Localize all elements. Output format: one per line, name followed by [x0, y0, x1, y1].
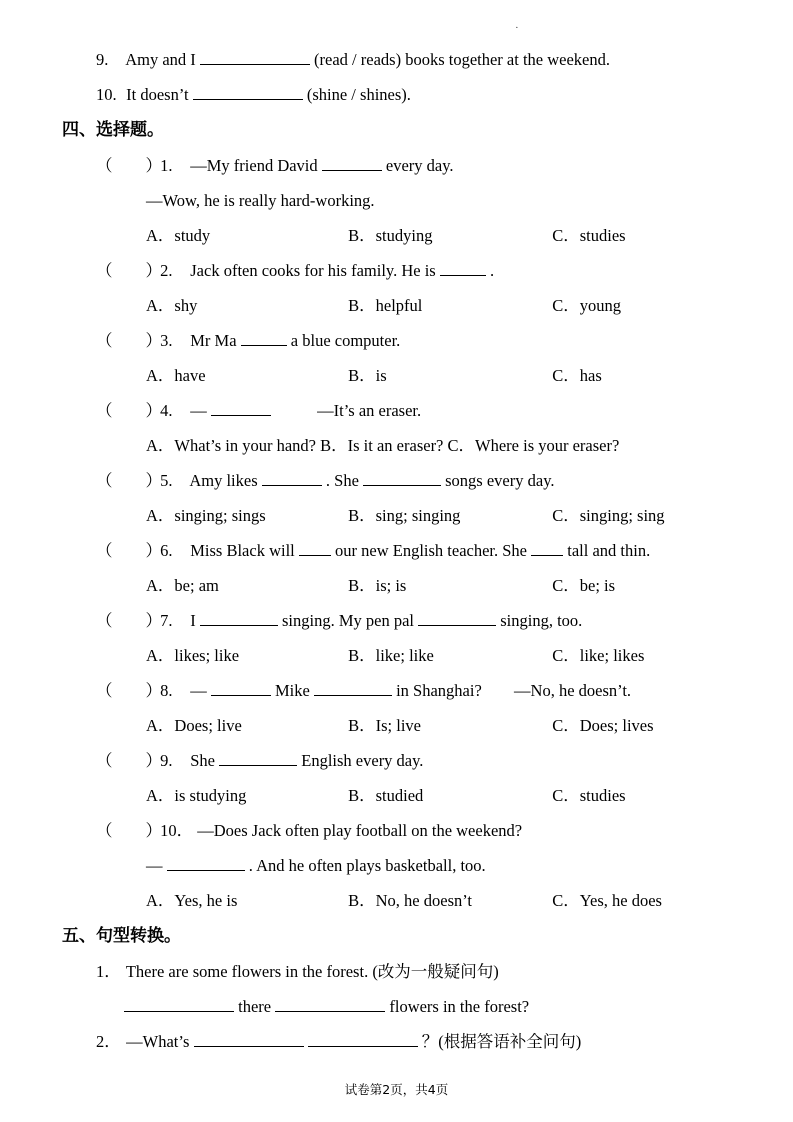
fill-blank-item-10 — [62, 77, 731, 112]
choice-options-2 — [62, 288, 731, 323]
transform-question-1 — [62, 954, 731, 989]
answer-paren[interactable]: （ ） — [96, 821, 162, 840]
question-text-pre: It doesn’t — [126, 85, 189, 104]
option-b[interactable]: B．No, he doesn’t — [348, 891, 473, 910]
option-a[interactable]: A．is studying — [146, 786, 247, 805]
choice-question-2 — [62, 253, 731, 288]
choice-options-1 — [62, 218, 731, 253]
choice-question-5 — [62, 463, 731, 498]
answer-blank[interactable] — [299, 540, 331, 556]
option-b[interactable]: B．Is it an eraser? — [320, 436, 444, 455]
question-number: 10． — [160, 821, 194, 840]
question-number: 6. — [160, 541, 173, 560]
answer-blank[interactable] — [363, 470, 441, 486]
answer-blank[interactable] — [200, 49, 310, 65]
option-c[interactable]: C．has — [552, 366, 602, 385]
answer-blank[interactable] — [124, 996, 234, 1012]
option-a[interactable]: A．have — [146, 366, 206, 385]
answer-blank[interactable] — [167, 855, 245, 871]
question-number: 2． — [96, 1032, 121, 1051]
question-number: 9. — [96, 50, 109, 69]
option-c[interactable]: C．like; likes — [552, 646, 645, 665]
option-b[interactable]: B．is — [348, 366, 387, 385]
choice-question-9 — [62, 743, 731, 778]
question-number: 2. — [160, 261, 173, 280]
option-b[interactable]: B．like; like — [348, 646, 434, 665]
question-stem-line2-pre: — — [146, 856, 163, 875]
question-stem-pre: I — [190, 611, 196, 630]
answer-blank[interactable] — [211, 680, 271, 696]
question-stem-pre: Amy likes — [189, 471, 258, 490]
question-stem-post: singing, too. — [500, 611, 583, 630]
option-c[interactable]: C．studies — [552, 226, 626, 245]
option-b[interactable]: B．is; is — [348, 576, 407, 595]
choice-question-10 — [62, 813, 731, 848]
question-stem-line2-post: . And he often plays basketball, too. — [248, 856, 486, 875]
answer-paren[interactable]: （ ） — [96, 681, 162, 700]
question-text-pre: —What’s — [126, 1032, 190, 1051]
option-c[interactable]: C．young — [552, 296, 622, 315]
option-c[interactable]: C．Does; lives — [552, 716, 654, 735]
option-c[interactable]: C．be; is — [552, 576, 616, 595]
answer-blank[interactable] — [531, 540, 563, 556]
option-a[interactable]: A．study — [146, 226, 211, 245]
question-stem-mid: our new English teacher. She — [335, 541, 528, 560]
option-b[interactable]: B．Is; live — [348, 716, 421, 735]
answer-paren[interactable]: （ ） — [96, 471, 162, 490]
choice-options-3 — [62, 358, 731, 393]
answer-paren[interactable]: （ ） — [96, 261, 162, 280]
answer-paren[interactable]: （ ） — [96, 611, 162, 630]
question-stem-post: songs every day. — [445, 471, 555, 490]
choice-question-6 — [62, 533, 731, 568]
question-stem-mid: singing. My pen pal — [282, 611, 414, 630]
answer-blank[interactable] — [418, 610, 496, 626]
question-number: 7. — [160, 611, 173, 630]
question-number: 1． — [96, 962, 121, 981]
question-text-pre: Amy and I — [125, 50, 196, 69]
question-stem-post: every day. — [385, 156, 454, 175]
choice-options-9 — [62, 778, 731, 813]
option-a[interactable]: A．Does; live — [146, 716, 242, 735]
answer-blank[interactable] — [194, 1031, 304, 1047]
answer-blank[interactable] — [314, 680, 392, 696]
question-stem-pre: Mr Ma — [190, 331, 237, 350]
question-stem-tail: —No, he doesn’t. — [514, 681, 632, 700]
answer-blank[interactable] — [211, 400, 271, 416]
question-stem-post: . — [489, 261, 495, 280]
answer-paren[interactable]: （ ） — [96, 751, 162, 770]
option-a[interactable]: A．singing; sings — [146, 506, 266, 525]
option-c[interactable]: C．studies — [552, 786, 626, 805]
choice-options-5 — [62, 498, 731, 533]
choice-question-1 — [62, 148, 731, 183]
choice-options-8 — [62, 708, 731, 743]
answer-blank[interactable] — [440, 260, 486, 276]
question-stem-pre: Miss Black will — [190, 541, 295, 560]
answer-blank[interactable] — [200, 610, 278, 626]
option-a[interactable]: A．What’s in your hand? — [146, 436, 317, 455]
choice-question-8 — [62, 673, 731, 708]
question-number: 4. — [160, 401, 173, 420]
answer-paren[interactable]: （ ） — [96, 156, 162, 175]
answer-blank[interactable] — [193, 84, 303, 100]
choice-options-6 — [62, 568, 731, 603]
choice-options-4 — [62, 428, 731, 463]
choice-question-4 — [62, 393, 731, 428]
question-number: 3. — [160, 331, 173, 350]
section-heading-5: 五、句型转换。 — [62, 926, 181, 946]
answer-mid-text: there — [238, 997, 272, 1016]
option-b[interactable]: B．studying — [348, 226, 433, 245]
choice-question-1-line2: —Wow, he is really hard-working. — [146, 191, 375, 210]
choice-question-10-line2 — [62, 848, 731, 883]
question-stem-pre: —Does Jack often play football on the weekend? — [197, 821, 523, 840]
question-text-post: ？(根据答语补全问句) — [421, 1032, 582, 1051]
question-stem-post: a blue computer. — [290, 331, 401, 350]
choice-options-10 — [62, 883, 731, 918]
answer-post-text: flowers in the forest? — [389, 997, 530, 1016]
option-a[interactable]: A．shy — [146, 296, 198, 315]
question-number: 5. — [160, 471, 173, 490]
option-c[interactable]: C．Yes, he does — [552, 891, 662, 910]
question-stem-post: tall and thin. — [567, 541, 651, 560]
option-a[interactable]: A．Yes, he is — [146, 891, 238, 910]
question-stem-pre: —My friend David — [190, 156, 318, 175]
answer-blank[interactable] — [308, 1031, 418, 1047]
question-stem-pre: Jack often cooks for his family. He is — [190, 261, 436, 280]
question-stem-mid: . She — [325, 471, 359, 490]
choice-options-7 — [62, 638, 731, 673]
answer-blank[interactable] — [322, 155, 382, 171]
choice-question-3 — [62, 323, 731, 358]
page-top-marker: · — [515, 22, 519, 34]
option-b[interactable]: B．studied — [348, 786, 424, 805]
choice-question-7 — [62, 603, 731, 638]
option-b[interactable]: B．helpful — [348, 296, 423, 315]
answer-paren[interactable]: （ ） — [96, 331, 162, 350]
question-stem-post: English every day. — [301, 751, 424, 770]
answer-paren[interactable]: （ ） — [96, 401, 162, 420]
question-text-post: (shine / shines). — [306, 85, 411, 104]
fill-blank-item-9 — [62, 42, 731, 77]
question-number: 8. — [160, 681, 173, 700]
question-text-post: (read / reads) books together at the weekend. — [314, 50, 611, 69]
page-footer: 试卷第2页，共4页 — [344, 1082, 449, 1097]
option-b[interactable]: B．sing; singing — [348, 506, 461, 525]
option-a[interactable]: A．be; am — [146, 576, 219, 595]
section-heading-4: 四、选择题。 — [62, 120, 164, 140]
option-c[interactable]: C．singing; sing — [552, 506, 665, 525]
transform-question-2 — [62, 1024, 731, 1059]
question-stem-mid: Mike — [275, 681, 310, 700]
answer-blank[interactable] — [241, 330, 287, 346]
question-stem-pre: She — [190, 751, 215, 770]
answer-blank[interactable] — [275, 996, 385, 1012]
answer-blank[interactable] — [262, 470, 322, 486]
question-stem-post: —It’s an eraser. — [317, 401, 422, 420]
answer-blank[interactable] — [219, 750, 297, 766]
question-stem-post: in Shanghai? — [396, 681, 482, 700]
transform-answer-1 — [62, 989, 731, 1024]
question-stem-pre: — — [190, 681, 207, 700]
question-stem-pre: — — [190, 401, 207, 420]
option-a[interactable]: A．likes; like — [146, 646, 240, 665]
question-text: There are some flowers in the forest. (改为一般疑问句) — [125, 962, 499, 981]
option-c[interactable]: C．Where is your eraser? — [447, 436, 620, 455]
question-number: 1. — [160, 156, 173, 175]
question-number: 9. — [160, 751, 173, 770]
question-number: 10. — [96, 85, 117, 104]
answer-paren[interactable]: （ ） — [96, 541, 162, 560]
